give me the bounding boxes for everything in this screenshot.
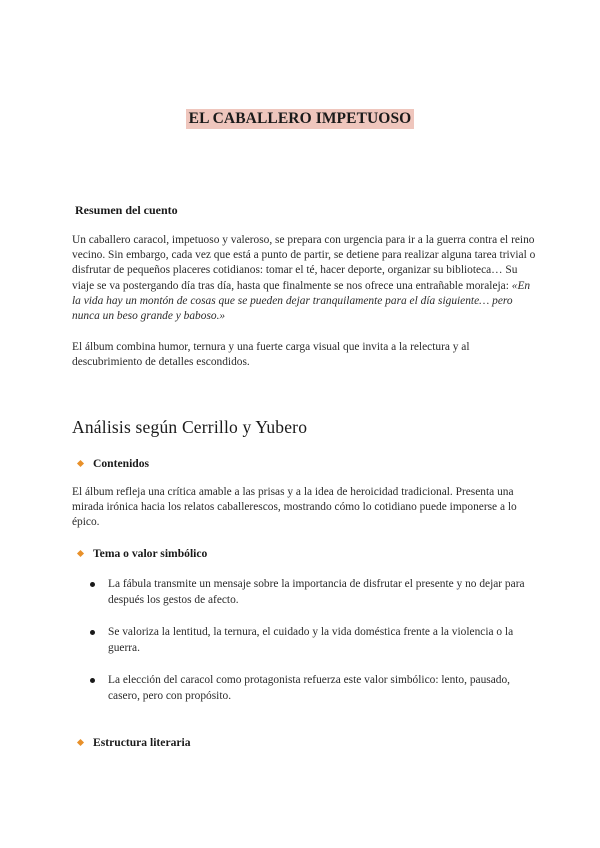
- list-item-text: La elección del caracol como protagonista refuerza este valor simbólico: lento, pausado, casero, pero con propósito.: [108, 674, 510, 702]
- diamond-bullet-icon: [77, 550, 84, 557]
- structure-heading-label: Estructura literaria: [93, 736, 191, 749]
- list-item-text: La fábula transmite un mensaje sobre la importancia de disfrutar el presente y no dejar para después los gestos de afecto.: [108, 578, 525, 606]
- summary-quote: «En la vida hay un montón de cosas que se pueden dejar tranquilamente para el día siguiente… pero nunca un beso grande y baboso.»: [72, 279, 531, 323]
- analysis-heading: Análisis según Cerrillo y Yubero: [72, 417, 308, 437]
- summary-text: Un caballero caracol, impetuoso y valeroso, se prepara con urgencia para ir a la guerra contra el reino vecino. Sin embargo, cada vez que está a punto de partir, se detiene para realizar alguna tarea trivial o disfrutar de pequeños placeres cotidianos: tomar el té, hacer deporte, organizar su biblioteca… Su viaje se va postergando día tras día, hasta que finalmente se nos ofrece una entrañable moraleja:: [72, 234, 536, 292]
- contents-section-heading: [76, 457, 149, 470]
- document-title: EL CABALLERO IMPETUOSO: [186, 109, 415, 129]
- diamond-bullet-icon: [77, 460, 84, 467]
- list-item: [90, 576, 540, 608]
- diamond-bullet-icon: [77, 739, 84, 746]
- bullet-dot-icon: [90, 630, 95, 635]
- list-item-text: Se valoriza la lentitud, la ternura, el cuidado y la vida doméstica frente a la violencia o la guerra.: [108, 626, 514, 654]
- theme-heading-label: Tema o valor simbólico: [93, 547, 208, 560]
- list-item: [90, 624, 540, 656]
- summary-heading: Resumen del cuento: [75, 203, 178, 217]
- summary-closing-paragraph: El álbum combina humor, ternura y una fuerte carga visual que invita a la relectura y al descubrimiento de detalles escondidos.: [72, 341, 470, 369]
- contents-paragraph: El álbum refleja una crítica amable a las prisas y a la idea de heroicidad tradicional. Presenta una mirada irónica hacia los relatos caballerescos, mostrando cómo lo cotidiano puede imponerse a lo épico.: [72, 486, 517, 529]
- bullet-dot-icon: [90, 582, 95, 587]
- list-item: [90, 672, 540, 704]
- contents-heading-label: Contenidos: [93, 457, 150, 470]
- structure-section-heading: [76, 736, 191, 749]
- summary-paragraph: [72, 233, 536, 324]
- bullet-dot-icon: [90, 678, 95, 683]
- theme-section-heading: [76, 547, 207, 560]
- title-wrapper: [0, 109, 600, 129]
